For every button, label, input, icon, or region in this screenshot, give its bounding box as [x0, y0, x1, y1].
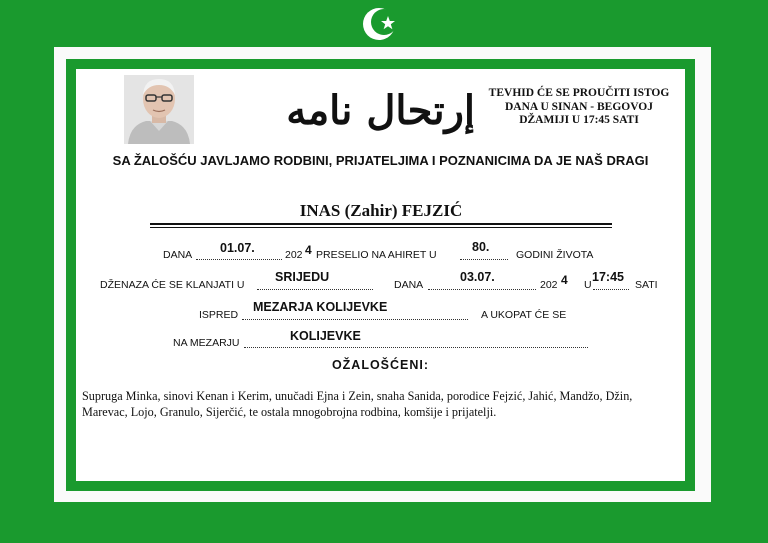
ukopat-label: A UKOPAT ĆE SE — [481, 309, 567, 321]
na-mezarju-label: NA MEZARJU — [173, 337, 240, 349]
year-digit: 4 — [305, 243, 312, 257]
tevhid-line-1: TEVHID ĆE SE PROUČITI ISTOG — [488, 87, 670, 99]
mourners-text: Supruga Minka, sinovi Kenan i Kerim, unučadi Ejna i Zein, snaha Sanida, porodice Fejzić, Jahić, Mandžo, Džin, Marevac, Lojo, Granulo, Sijerčić, te ostala mnogobrojna rodbina, komšije i prijatelji. — [82, 389, 633, 419]
age-line — [460, 259, 508, 260]
year-prefix: 202 — [285, 249, 303, 261]
day-name: SRIJEDU — [275, 270, 330, 284]
dana-label: DANA — [163, 249, 193, 261]
mourners-title: OŽALOŠĆENI: — [331, 358, 430, 372]
year2-prefix: 202 — [540, 279, 558, 291]
dzenaza-label: DŽENAZA ĆE SE KLANJATI U — [100, 279, 245, 291]
funeral-time: 17:45 — [592, 270, 624, 284]
death-date: 01.07. — [220, 241, 255, 255]
ispred-label: ISPRED — [199, 309, 239, 321]
crescent-star-icon — [362, 6, 398, 42]
funeral-date: 03.07. — [460, 270, 495, 284]
year2-digit: 4 — [561, 273, 568, 287]
age-value: 80. — [472, 240, 490, 254]
arabic-title: إرتحال نامه — [286, 87, 475, 134]
funeral-date-line — [428, 289, 536, 290]
godini-label: GODINI ŽIVOTA — [516, 249, 594, 261]
sati-label: SATI — [635, 279, 658, 291]
cemetery-line — [244, 347, 588, 348]
day-name-line — [257, 289, 373, 290]
preselio-label: PRESELIO NA AHIRET U — [316, 249, 437, 261]
time-line — [593, 289, 629, 290]
name-underline-thin — [150, 227, 612, 228]
deceased-name: INAS (Zahir) FEJZIĆ — [299, 201, 463, 220]
death-date-line — [196, 259, 282, 260]
deceased-photo — [124, 75, 194, 144]
announcement-headline: SA ŽALOŠĆU JAVLJAMO RODBINI, PRIJATELJIMA I POZNANICIMA DA JE NAŠ DRAGI — [112, 153, 649, 168]
cemetery-value: KOLIJEVKE — [290, 329, 361, 343]
tevhid-info — [476, 87, 682, 128]
location-value: MEZARJA KOLIJEVKE — [253, 300, 388, 314]
tevhid-line-3: DŽAMIJI U 17:45 SATI — [519, 114, 639, 126]
u-label: U — [584, 279, 592, 291]
location-line — [242, 319, 468, 320]
tevhid-line-2: DANA U SINAN - BEGOVOJ — [504, 100, 653, 113]
dana2-label: DANA — [394, 279, 424, 291]
name-underline-thick — [150, 223, 612, 225]
